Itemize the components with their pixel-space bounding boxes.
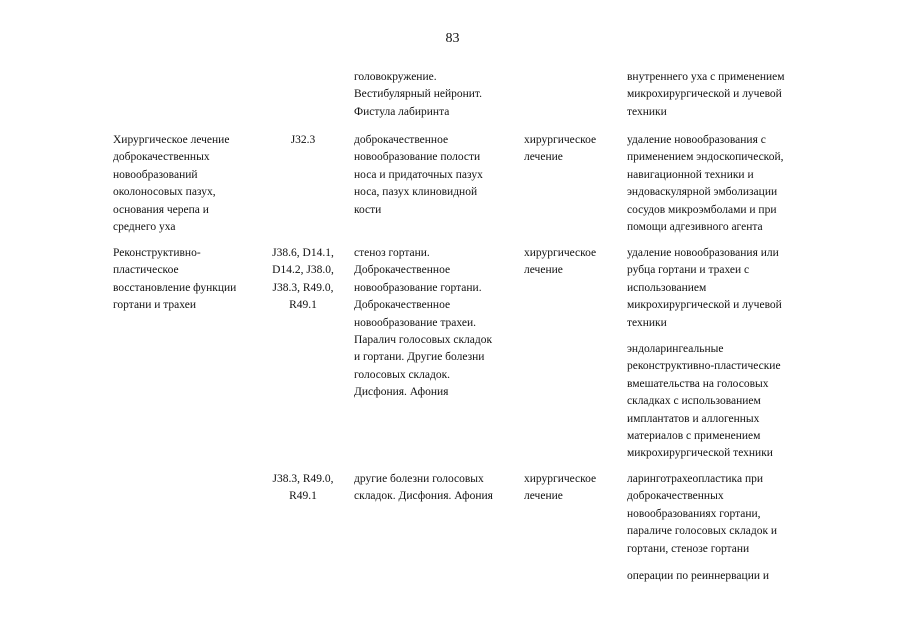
method-cell: операции по реиннервации и bbox=[627, 570, 770, 582]
diagnosis-cell: другие болезни голосовых складок. Дисфония. Афония bbox=[354, 473, 493, 503]
treatment-type-cell: хирургическое лечение bbox=[524, 247, 597, 277]
code-cell: J32.3 bbox=[290, 134, 316, 146]
method-cell: удаление новообразования или рубца гортани и трахеи с использованием микрохирургической и лучевой техники bbox=[627, 247, 782, 329]
method-cell: внутреннего уха с применением микрохирургической и лучевой техники bbox=[627, 71, 785, 118]
treatment-name-cell: Хирургическое лечение доброкачественных новообразований околоносовых пазух, основания черепа и среднего уха bbox=[113, 134, 230, 234]
diagnosis-cell: доброкачественное новообразование полости носа и придаточных пазух носа, пазух клиновидной кости bbox=[354, 134, 483, 216]
code-cell: J38.3, R49.0, R49.1 bbox=[272, 473, 334, 503]
method-cell: ларинготрахеопластика при доброкачественных новообразованиях гортани, параличе голосовых складок и гортани, стенозе гортани bbox=[627, 473, 778, 555]
code-cell: J38.6, D14.1, D14.2, J38.0, J38.3, R49.0, R49.1 bbox=[272, 247, 334, 312]
treatment-type-cell: хирургическое лечение bbox=[524, 134, 597, 164]
method-cell: эндоларингеальные реконструктивно-пластические вмешательства на голосовых складках с использованием имплантатов и аллогенных материалов с применением микрохирургической техники bbox=[627, 343, 781, 460]
method-cell: удаление новообразования с применением эндоскопической, навигационной техники и эндоваскулярной эмболизации сосудов микроэмболами и при помощи адгезивного агента bbox=[627, 134, 784, 234]
diagnosis-cell: головокружение. Вестибулярный нейронит. Фистула лабиринта bbox=[354, 71, 482, 118]
treatment-name-cell: Реконструктивно- пластическое восстановление функции гортани и трахеи bbox=[113, 247, 237, 312]
treatment-type-cell: хирургическое лечение bbox=[524, 473, 597, 503]
page-number: 83 bbox=[445, 31, 460, 46]
diagnosis-cell: стеноз гортани. Доброкачественное новообразование гортани. Доброкачественное новообразование трахеи. Паралич голосовых складок и гортани. Другие болезни голосовых складок. Дисфония. Афония bbox=[354, 247, 493, 399]
